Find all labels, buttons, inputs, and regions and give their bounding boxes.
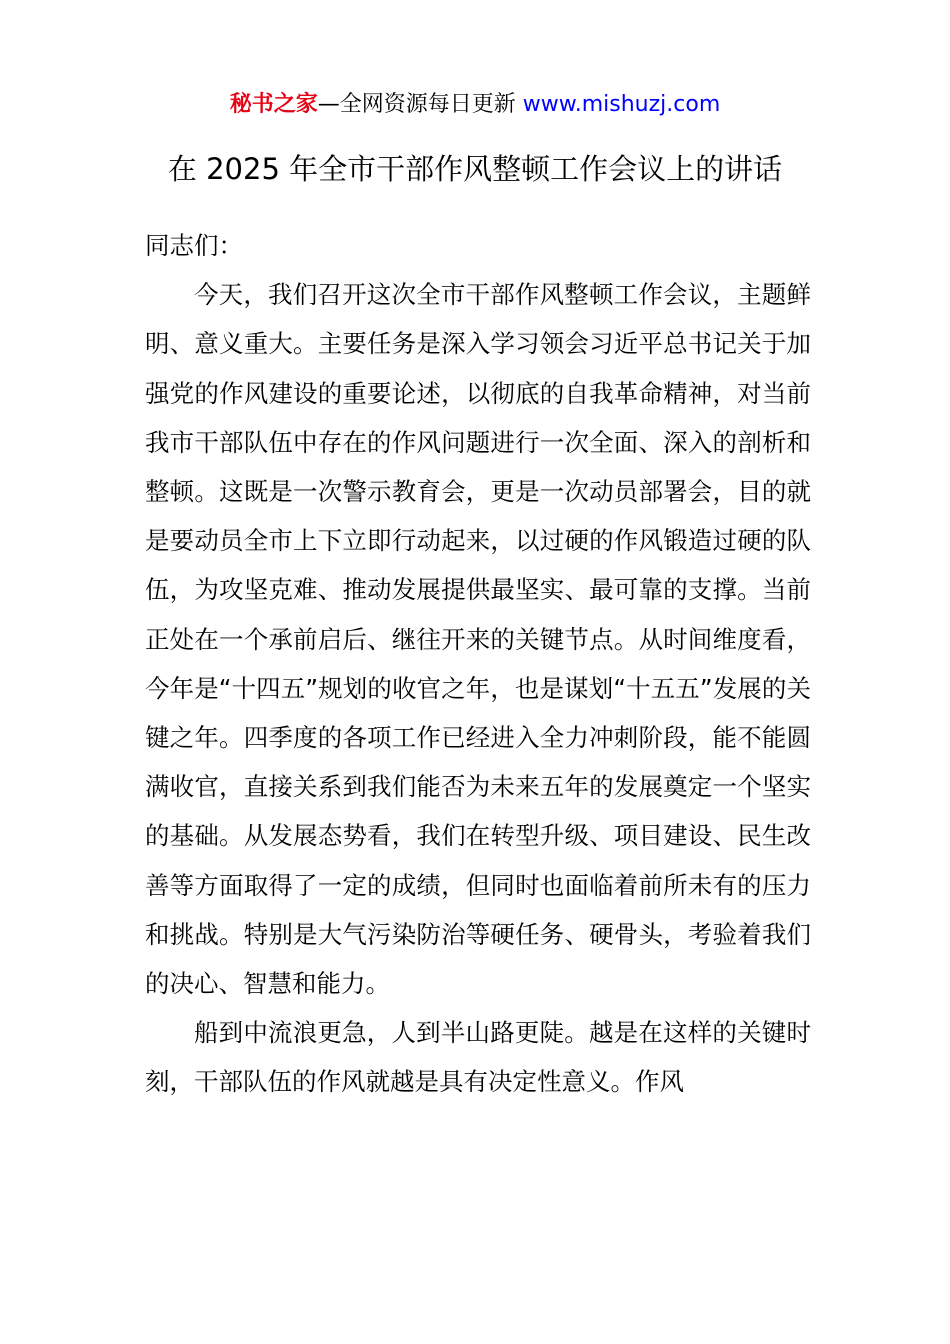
site-brand: 秘书之家 bbox=[229, 92, 318, 117]
site-tagline: —全网资源每日更新 bbox=[317, 92, 516, 117]
document-body bbox=[145, 221, 811, 1107]
salutation: 同志们： bbox=[145, 231, 243, 260]
site-header bbox=[0, 88, 950, 122]
site-url-link[interactable]: www.mishuzj.com bbox=[522, 92, 721, 117]
document-title: 在 2025 年全市干部作风整顿工作会议上的讲话 bbox=[167, 152, 783, 186]
body-paragraph-2: 船到中流浪更急，人到半山路更陡。越是在这样的关键时刻，干部队伍的作风就越是具有决定性意义。作风 bbox=[145, 1018, 811, 1097]
body-paragraph-1: 今天，我们召开这次全市干部作风整顿工作会议，主题鲜明、意义重大。主要任务是深入学习领会习近平总书记关于加强党的作风建设的重要论述，以彻底的自我革命精神，对当前我市干部队伍中存在的作风问题进行一次全面、深入的剖析和整顿。这既是一次警示教育会，更是一次动员部署会，目的就是要动员全市上下立即行动起来，以过硬的作风锻造过硬的队伍，为攻坚克难、推动发展提供最坚实、最可靠的支撑。当前正处在一个承前启后、继往开来的关键节点。从时间维度看，今年是“十四五”规划的收官之年，也是谋划“十五五”发展的关键之年。四季度的各项工作已经进入全力冲刺阶段，能不能圆满收官，直接关系到我们能否为未来五年的发展奠定一个坚实的基础。从发展态势看，我们在转型升级、项目建设、民生改善等方面取得了一定的成绩，但同时也面临着前所未有的压力和挑战。特别是大气污染防治等硬任务、硬骨头，考验着我们的决心、智慧和能力。 bbox=[145, 280, 811, 999]
